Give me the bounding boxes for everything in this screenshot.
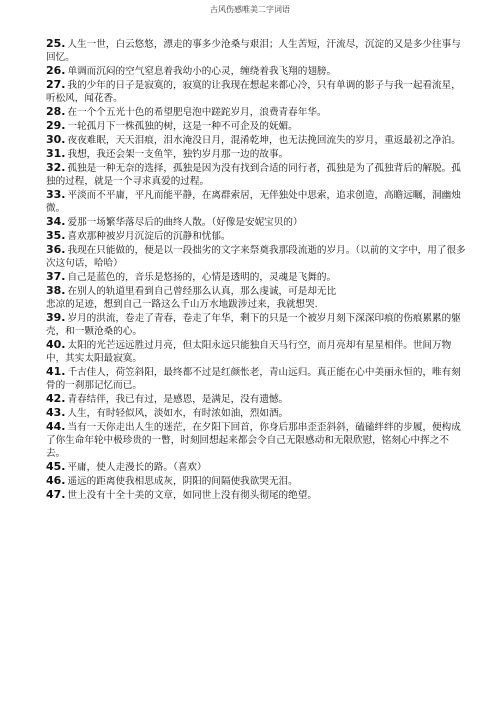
- entry-text: 人生一世，白云悠悠，漂走的事多少沧桑与艰泪；人生苦短，汗流尽，沉淀的又是多少往事与回忆。: [46, 39, 461, 63]
- entry-number: 47.: [46, 488, 66, 501]
- entry-number: 42.: [46, 392, 66, 405]
- list-item: [46, 64, 466, 78]
- list-item: [46, 420, 466, 460]
- entry-number: 27.: [46, 78, 66, 91]
- list-item: [46, 133, 466, 147]
- entry-number: 41.: [46, 365, 66, 378]
- entry-text: 一轮孤月下一株孤独的树，这是一种不可企及的妩媚。: [67, 121, 298, 132]
- entry-text: 夜夜难眠，天天泪痕，泪水淹没日月，混淆乾坤，也无法挽回流失的岁月，重返最初之净泊。: [67, 135, 461, 146]
- list-item: [46, 243, 466, 270]
- entry-text: 平庸，使人走漫长的路。（喜欢）: [67, 462, 207, 473]
- list-item: [46, 392, 466, 406]
- list-item: [46, 78, 466, 105]
- entry-text: 遥远的距离使我相思成灰，阴阳的间隔使我欲哭无泪。: [67, 476, 298, 487]
- entry-text: 在一个个五光十色的希望肥皂泡中蹉跎岁月，浪费青春年华。: [67, 107, 327, 118]
- entry-number: 37.: [46, 270, 66, 283]
- list-item: [46, 229, 466, 243]
- entry-text: 世上没有十全十美的文章，如同世上没有彻头彻尾的绝望。: [67, 490, 317, 501]
- list-item: [46, 37, 466, 64]
- entry-number: 38.: [46, 284, 66, 297]
- list-item: [46, 161, 466, 188]
- entry-text: 在别人的轨道里看到自己曾经那么认真，那么虔诚，可是却无比 悲凉的足迹，想到自己一路这么千山万水地跋涉过来，我就想哭.: [46, 286, 337, 310]
- entry-text: 喜欢那种被岁月沉淀后的沉静和忧郁。: [67, 231, 231, 242]
- entry-number: 45.: [46, 460, 66, 473]
- list-item: [46, 284, 466, 311]
- entry-text: 我想，我还会架一支鱼竿，独钓岁月那一边的故事。: [67, 149, 289, 160]
- entry-number: 34.: [46, 215, 66, 228]
- page-title: 古风伤感唯美二字词语: [210, 5, 290, 14]
- entry-number: 39.: [46, 311, 66, 324]
- entry-text: 青春结伴，我已有过，是感恩，是满足，没有遗憾。: [67, 394, 289, 405]
- list-item: [46, 338, 466, 365]
- entry-number: 31.: [46, 147, 66, 160]
- list-item: [46, 488, 466, 502]
- list-item: [46, 105, 466, 119]
- entry-text: 单调而沉闷的空气窒息着我幼小的心灵，缠绕着我飞翔的翅膀。: [67, 66, 337, 77]
- list-item: [46, 460, 466, 474]
- list-item: [46, 147, 466, 161]
- entry-text: 岁月的洪流，卷走了青春，卷走了年华，剩下的只是一个被岁月刻下深深印痕的伤痕累累的躯壳，和一颗沧桑的心。: [46, 313, 461, 337]
- entry-number: 32.: [46, 161, 66, 174]
- entry-number: 43.: [46, 406, 66, 419]
- entry-number: 29.: [46, 119, 66, 132]
- entry-number: 26.: [46, 64, 66, 77]
- list-item: [46, 365, 466, 392]
- entry-text: 平淡而不平庸，平凡而能平静，在离群索居，无伴独处中思索，追求创造，高瞻远瞩，洞幽烛微。: [46, 190, 461, 214]
- list-item: [46, 270, 466, 284]
- entry-number: 25.: [46, 37, 66, 50]
- list-item: [46, 406, 466, 420]
- entry-text: 太阳的光芒远远胜过月亮，但太阳永远只能独自天马行空，而月亮却有星星相伴。世间万物中，其实太阳最寂寞。: [46, 340, 452, 364]
- list-item: [46, 474, 466, 488]
- entry-text: 当有一天你走出人生的迷茫，在夕阳下回首，你身后那串歪歪斜斜，磕磕绊绊的步履，便构成了你生命年轮中极珍贵的一瞥，时刻回想起来都会令自己无限感动和无限欣慰，铭刻心中挥之不去。: [46, 422, 461, 459]
- entry-number: 44.: [46, 420, 66, 433]
- entry-text: 人生，有时轻似风，淡如水，有时浓如油，烈如酒。: [67, 408, 289, 419]
- quote-list: [46, 37, 466, 502]
- entry-number: 33.: [46, 188, 66, 201]
- entry-text: 自己是蓝色的，音乐是悠扬的，心情是透明的，灵魂是飞舞的。: [67, 272, 337, 283]
- entry-text: 我现在只能做的，便是以一段拙劣的文字来祭奠我那段流逝的岁月。（以前的文字中，用了很多次这句话，哈哈）: [46, 245, 466, 269]
- entry-text: 千古佳人，荷笠斜阳，最终都不过是红颜怅老，青山远归。真正能在心中美丽永恒的，唯有刻骨的一刹那记忆而已。: [46, 367, 461, 391]
- list-item: [46, 311, 466, 338]
- entry-text: 我的少年的日子是寂寞的，寂寞的让我现在想起来都心冷，只有单调的影子与我一起看流星，听松风，闻花香。: [46, 80, 461, 104]
- entry-number: 28.: [46, 105, 66, 118]
- entry-number: 30.: [46, 133, 66, 146]
- entry-number: 46.: [46, 474, 66, 487]
- entry-text: 爱那一场繁华落尽后的曲终人散。（好像是安妮宝贝的）: [67, 217, 303, 228]
- entry-number: 36.: [46, 243, 66, 256]
- entry-text: 孤独是一种无奈的选择，孤独是因为没有找到合适的同行者，孤独是为了孤独背后的解脱。孤独的过程，就是一个寻求真爱的过程。: [46, 163, 461, 187]
- list-item: [46, 215, 466, 229]
- entry-number: 40.: [46, 338, 66, 351]
- entry-number: 35.: [46, 229, 66, 242]
- list-item: [46, 119, 466, 133]
- list-item: [46, 188, 466, 215]
